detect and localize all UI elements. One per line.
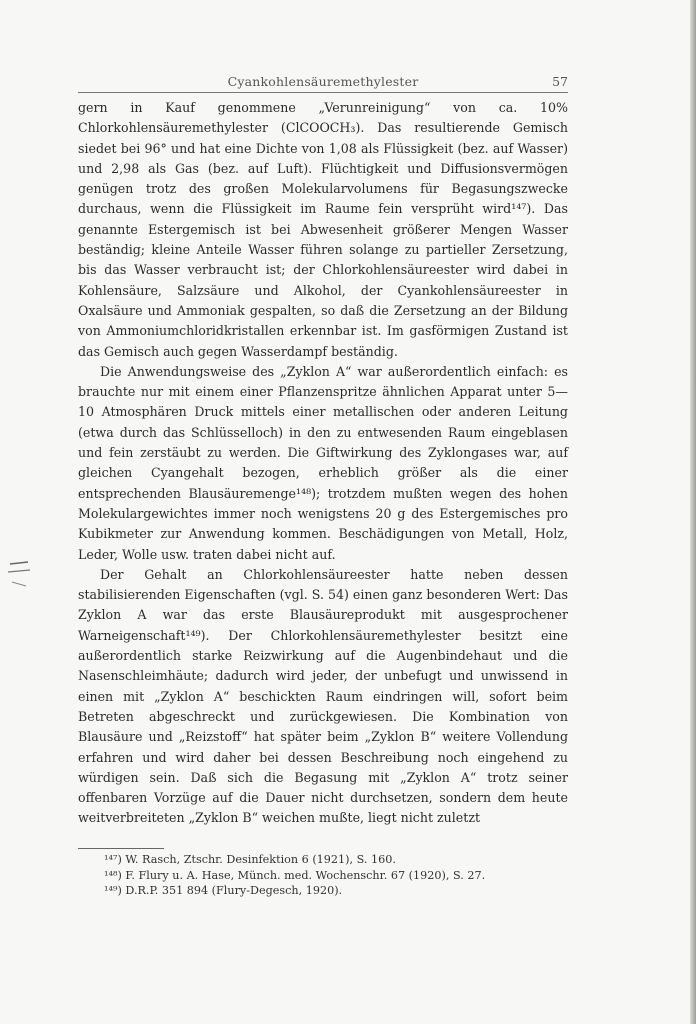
footnote-rule bbox=[78, 848, 164, 849]
footnote-149: ¹⁴⁹) D.R.P. 351 894 (Flury-Degesch, 1920). bbox=[104, 884, 343, 898]
running-header bbox=[78, 74, 568, 92]
page-edge-shadow bbox=[690, 0, 696, 1024]
footnote-148: ¹⁴⁸) F. Flury u. A. Hase, Münch. med. Wochenschr. 67 (1920), S. 27. bbox=[104, 868, 486, 882]
page-number: 57 bbox=[552, 74, 568, 89]
paragraph-1: gern in Kauf genommene „Verunreinigung“ von ca. 10% Chlorkohlensäuremethylester (ClCOOCH₃). Das resultierende Gemisch siedet bei 96° und hat eine Dichte von 1,08 als Flüssigkeit (bez. auf Wasser) und 2,98 als Gas (bez. auf Luft). Flüchtigkeit und Diffusionsvermögen genügen trotz des großen Molekularvolumens für Begasungszwecke durchaus, wenn die Flüssigkeit im Raume fein versprüht wird¹⁴⁷). Das genannte Estergemisch ist bei Abwesenheit größerer Mengen Wasser beständig; kleine Anteile Wasser führen solange zu partieller Zersetzung, bis das Wasser verbraucht ist; der Chlorkohlensäureester wird dabei in Kohlensäure, Salzsäure und Alkohol, der Cyankohlensäureester in Oxalsäure und Ammoniak gespalten, so daß die Zersetzung an der Bildung von Ammoniumchloridkristallen erkennbar ist. Im gasförmigen Zustand ist das Gemisch auch gegen Wasserdampf beständig. bbox=[78, 100, 568, 359]
footnotes bbox=[104, 852, 574, 899]
body-text bbox=[78, 98, 568, 829]
footnote-147: ¹⁴⁷) W. Rasch, Ztschr. Desinfektion 6 (1921), S. 160. bbox=[104, 853, 396, 866]
margin-pencil-mark bbox=[6, 560, 32, 588]
paragraph-3: Der Gehalt an Chlorkohlensäureester hatte neben dessen stabilisierenden Eigenschaften (vgl. S. 54) einen ganz besonderen Wert: Das Zyklon A war das erste Blausäureprodukt mit ausgesprochener Warneigenschaft¹⁴⁹). Der Chlorkohlensäuremethylester besitzt eine außerordentlich starke Reizwirkung auf die Augenbindehaut und die Nasenschleimhäute; dadurch wird jeder, der unbefugt und unwissend in einen mit „Zyklon A“ beschickten Raum eindringen will, sofort beim Betreten abgeschreckt und zurückgewiesen. Die Kombination von Blausäure und „Reizstoff“ hat später beim „Zyklon B“ weitere Vollendung erfahren und wird daher bei dessen Beschreibung noch eingehend zu würdigen sein. Daß sich die Begasung mit „Zyklon A“ trotz seiner offenbaren Vorzüge auf die Dauer nicht durchsetzen, sondern dem heute weitverbreiteten „Zyklon B“ weichen mußte, liegt nicht zuletzt bbox=[78, 566, 568, 826]
header-rule bbox=[78, 92, 568, 93]
running-title: Cyankohlensäuremethylester bbox=[227, 74, 419, 89]
paragraph-2: Die Anwendungsweise des „Zyklon A“ war außerordentlich einfach: es brauchte nur mit einem einer Pflanzenspritze ähnlichen Apparat unter 5—10 Atmosphären Druck mittels einer metallischen oder anderen Leitung (etwa durch das Schlüsselloch) in den zu entwesenden Raum eingeblasen und fein zerstäubt zu werden. Die Giftwirkung des Zyklongases war, auf gleichen Cyangehalt bezogen, erheblich größer als die einer entsprechenden Blausäuremenge¹⁴⁸); trotzdem mußten wegen des hohen Molekulargewichtes immer noch wenigstens 20 g des Estergemisches pro Kubikmeter zur Anwendung kommen. Beschädigungen von Metall, Holz, Leder, Wolle usw. traten dabei nicht auf. bbox=[78, 363, 568, 562]
